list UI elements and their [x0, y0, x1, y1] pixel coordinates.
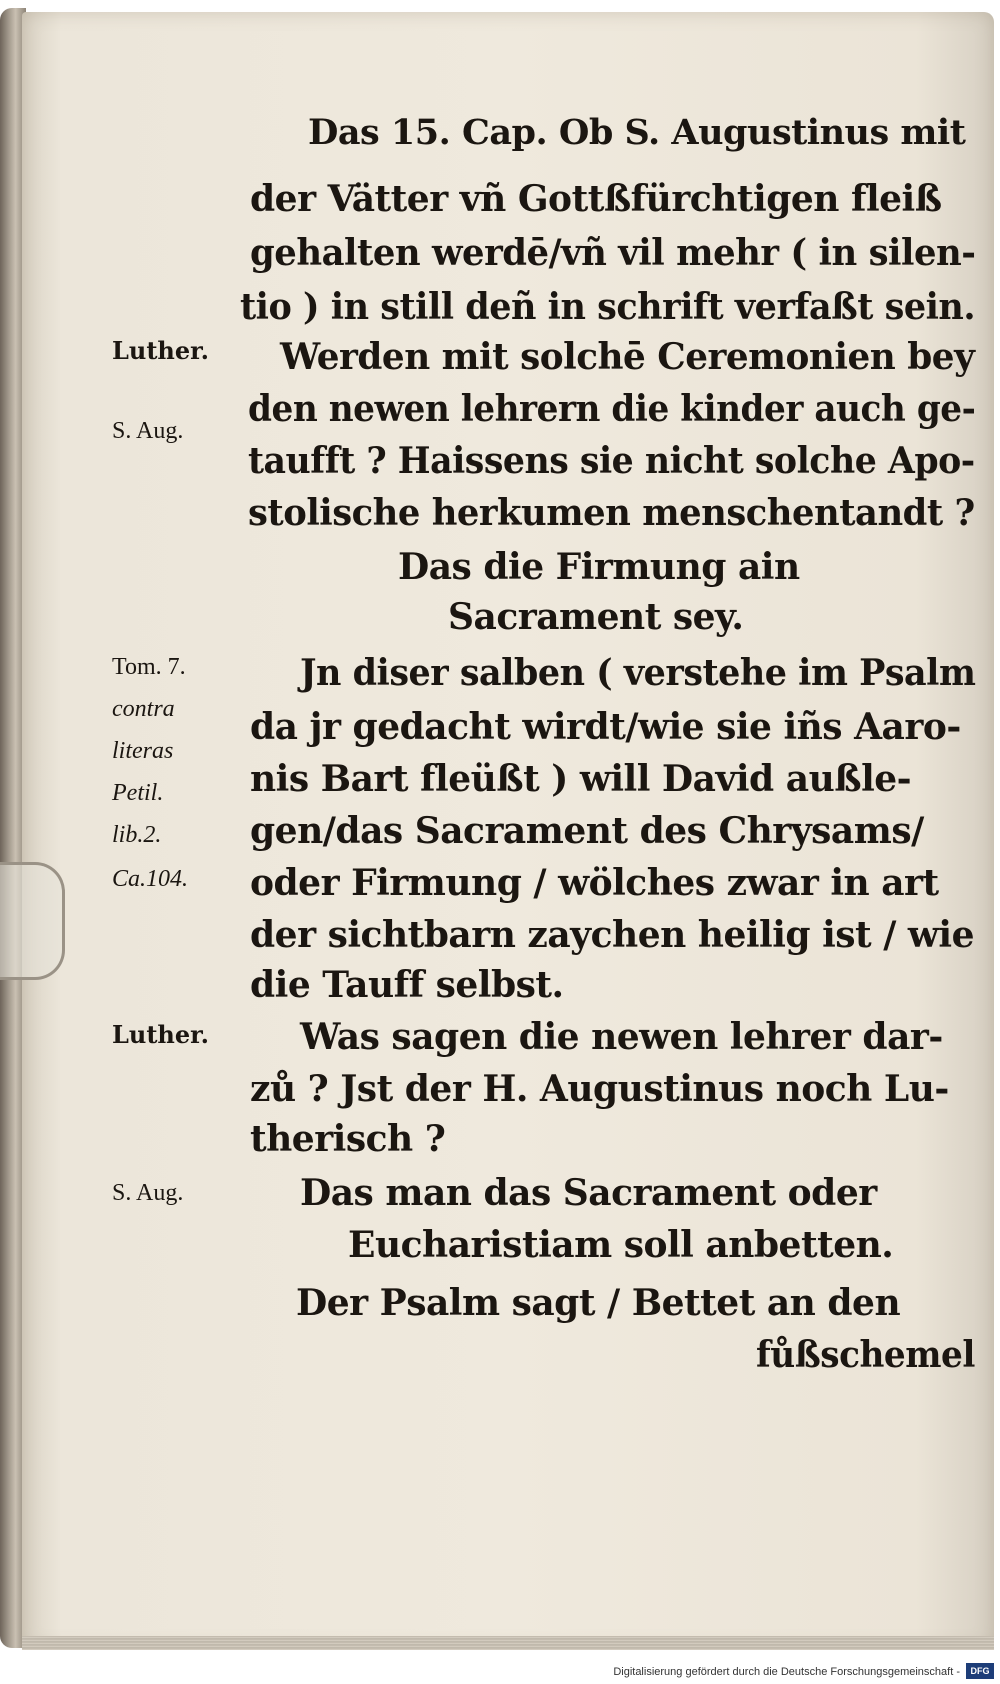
- section-heading-line: Sacrament sey.: [448, 596, 744, 638]
- text-line: tio ) in still deñ in schrift verfaßt sein.: [240, 286, 976, 328]
- text-line: der sichtbarn zaychen heilig ist / wie: [250, 914, 974, 956]
- text-line: stolische herkumen menschentandt ?: [248, 492, 975, 534]
- marginal-note: lib.2.: [112, 822, 162, 848]
- text-line: therisch ?: [250, 1118, 446, 1160]
- text-line: den newen lehrern die kinder auch ge-: [248, 388, 976, 430]
- section-heading-line: Das die Firmung ain: [398, 546, 800, 588]
- text-line: gehalten werdē/vñ vil mehr ( in silen-: [250, 232, 976, 274]
- text-line: der Vätter vñ Gottßfürchtigen fleiß: [250, 178, 942, 220]
- marginal-note: literas: [112, 738, 174, 764]
- marginal-note: Ca.104.: [112, 866, 189, 892]
- marginal-note: Tom. 7.: [112, 654, 186, 680]
- dfg-logo: DFG: [966, 1663, 994, 1679]
- marginal-note: Petil.: [112, 780, 164, 806]
- chapter-heading-line: Das 15. Cap. Ob S. Augustinus mit: [308, 112, 966, 153]
- text-line: gen/das Sacrament des Chrysams/: [250, 810, 924, 852]
- marginal-note: Luther.: [112, 336, 209, 365]
- text-line: zů ? Jst der H. Augustinus noch Lu-: [250, 1068, 949, 1110]
- digitization-credit: Digitalisierung gefördert durch die Deutsche Forschungsgemeinschaft -: [613, 1666, 960, 1678]
- marginal-note: S. Aug.: [112, 1180, 184, 1206]
- marginal-note: Luther.: [112, 1020, 209, 1049]
- text-line: Jn diser salben ( verstehe im Psalm: [300, 652, 976, 694]
- text-line: Was sagen die newen lehrer dar-: [300, 1016, 943, 1058]
- text-line: nis Bart fleüßt ) will David außle-: [250, 758, 912, 800]
- text-line: oder Firmung / wölches zwar in art: [250, 862, 939, 904]
- section-heading-line: Eucharistiam soll anbetten.: [348, 1224, 894, 1266]
- book-clip-marker: [0, 862, 65, 980]
- text-line: die Tauff selbst.: [250, 964, 564, 1006]
- marginal-note: contra: [112, 696, 175, 722]
- text-line: taufft ? Haissens sie nicht solche Apo-: [248, 440, 975, 482]
- section-heading-line: Das man das Sacrament oder: [300, 1172, 877, 1214]
- page-stack-edge: [22, 1636, 994, 1650]
- text-line: Werden mit solchē Ceremonien bey: [280, 336, 975, 378]
- catchword: fůßschemel: [756, 1334, 975, 1376]
- text-line: Der Psalm sagt / Bettet an den: [296, 1282, 901, 1324]
- text-line: da jr gedacht wirdt/wie sie iñs Aaro-: [250, 706, 961, 748]
- marginal-note: S. Aug.: [112, 418, 184, 444]
